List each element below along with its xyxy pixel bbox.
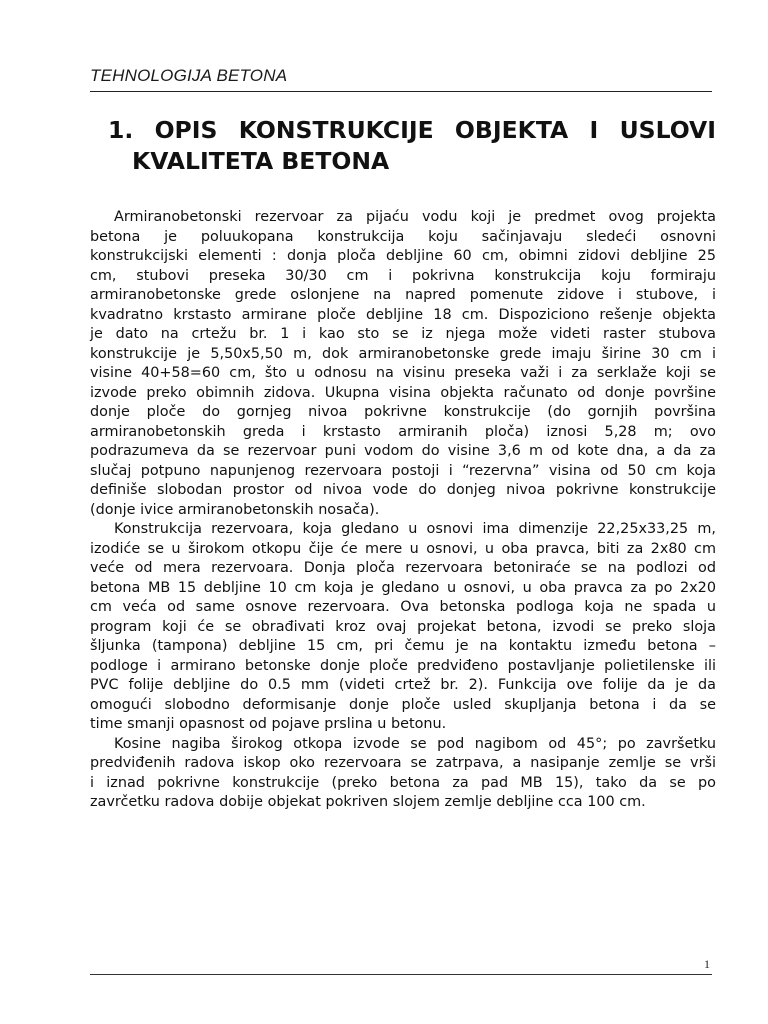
paragraph-line: i iznad pokrivne konstrukcije (preko betona za pad MB 15), tako da se po — [90, 774, 716, 791]
paragraph-line: izvode preko obimnih zidova. Ukupna visina objekta računato od donje površine — [90, 384, 716, 401]
paragraph-line: donje ploče do gornjeg nivoa pokrivne konstrukcije (do gornjih površina — [90, 404, 716, 420]
paragraph-line: betona MB 15 debljine 10 cm koja je gledano u osnovi, u oba pravca za po 2x20 — [90, 579, 716, 596]
paragraph-line: armiranobetonske grede oslonjene na napred pomenute zidove i stubove, i — [90, 287, 716, 303]
paragraph-line: Kosine nagiba širokog otkopa izvode se pod nagibom od 45°; po završetku — [114, 735, 716, 752]
paragraph-line: podloge i armirano betonske donje ploče predviđeno postavljanje polietilenske ili — [90, 657, 716, 674]
paragraph — [90, 735, 716, 813]
paragraph-line: definiše slobodan prostor od nivoa vode do donjeg nivoa pokrivne konstrukcije — [90, 482, 716, 498]
chapter-title-line-1: 1. OPIS KONSTRUKCIJE OBJEKTA I USLOVI — [108, 116, 716, 144]
page-number: 1 — [704, 957, 710, 971]
paragraph-line: (donje ivice armiranobetonskih nosača). — [90, 501, 380, 518]
paragraph-line: kvadratno krstasto armirane ploče debljine 18 cm. Dispoziciono rešenje objekta — [90, 306, 716, 323]
chapter-title-line-2: KVALITETA BETONA — [132, 147, 390, 175]
paragraph-line: Armiranobetonski rezervoar za pijaću vodu koji je predmet ovog projekta — [114, 209, 716, 225]
paragraph-line: cm veća od same osnove rezervoara. Ova betonska podloga koja ne spada u — [90, 599, 716, 615]
paragraph-line: izodiće se u širokom otkopu čije će mere u osnovi, u oba pravca, biti za 2x80 cm — [90, 540, 716, 557]
body-text — [90, 208, 716, 813]
paragraph-line: konstrukcijski elementi : donja ploča debljine 60 cm, obimni zidovi debljine 25 — [90, 248, 716, 264]
paragraph-line: armiranobetonskih greda i krstasto armiranih ploča) iznosi 5,28 m; ovo — [90, 423, 716, 440]
footer-rule — [90, 974, 712, 975]
paragraph — [90, 520, 716, 735]
paragraph-line: veće od mera rezervoara. Donja ploča rezervoara betoniraće se na podlozi od — [90, 560, 716, 576]
paragraph-line: konstrukcije je 5,50x5,50 m, dok armiranobetonske grede imaju širine 30 cm i — [90, 345, 716, 362]
paragraph-line: je dato na crtežu br. 1 i kao sto se iz njega može videti raster stubova — [90, 326, 716, 342]
paragraph-line: time smanji opasnost od pojave prslina u betonu. — [90, 716, 447, 732]
running-header: TEHNOLOGIJA BETONA — [90, 66, 288, 85]
paragraph-line: program koji će se obrađivati kroz ovaj projekat betona, izvodi se preko sloja — [90, 618, 716, 635]
paragraph-line: Konstrukcija rezervoara, koja gledano u osnovi ima dimenzije 22,25x33,25 m, — [114, 521, 716, 537]
paragraph-line: slučaj potpuno napunjenog rezervoara postoji i “rezervna” visina od 50 cm koja — [90, 462, 716, 479]
paragraph-line: cm, stubovi preseka 30/30 cm i pokrivna konstrukcija koju formiraju — [90, 267, 716, 284]
paragraph-line: PVC folije debljine do 0.5 mm (videti crtež br. 2). Funkcija ove folije da je da — [90, 677, 716, 693]
paragraph-line: visine 40+58=60 cm, što u odnosu na visinu preseka važi i za serklaže koji se — [90, 365, 716, 381]
paragraph-line: betona je poluukopana konstrukcija koju sačinjavaju sledeći osnovni — [90, 228, 716, 245]
paragraph — [90, 208, 716, 520]
chapter-title — [108, 115, 716, 177]
paragraph-line: predviđenih radova iskop oko rezervoara se zatrpava, a nasipanje zemlje se vrši — [90, 755, 716, 771]
paragraph-line: zavrčetku radova dobije objekat pokriven slojem zemlje debljine cca 100 cm. — [90, 794, 646, 810]
paragraph-line: šljunka (tampona) debljine 15 cm, pri čemu je na kontaktu između betona – — [90, 638, 716, 654]
paragraph-line: omogući slobodno deformisanje donje ploče usled skupljanja betona i da se — [90, 696, 716, 713]
paragraph-line: podrazumeva da se rezervoar puni vodom do visine 3,6 m od kote dna, a da za — [90, 443, 716, 459]
header-rule — [90, 91, 712, 92]
